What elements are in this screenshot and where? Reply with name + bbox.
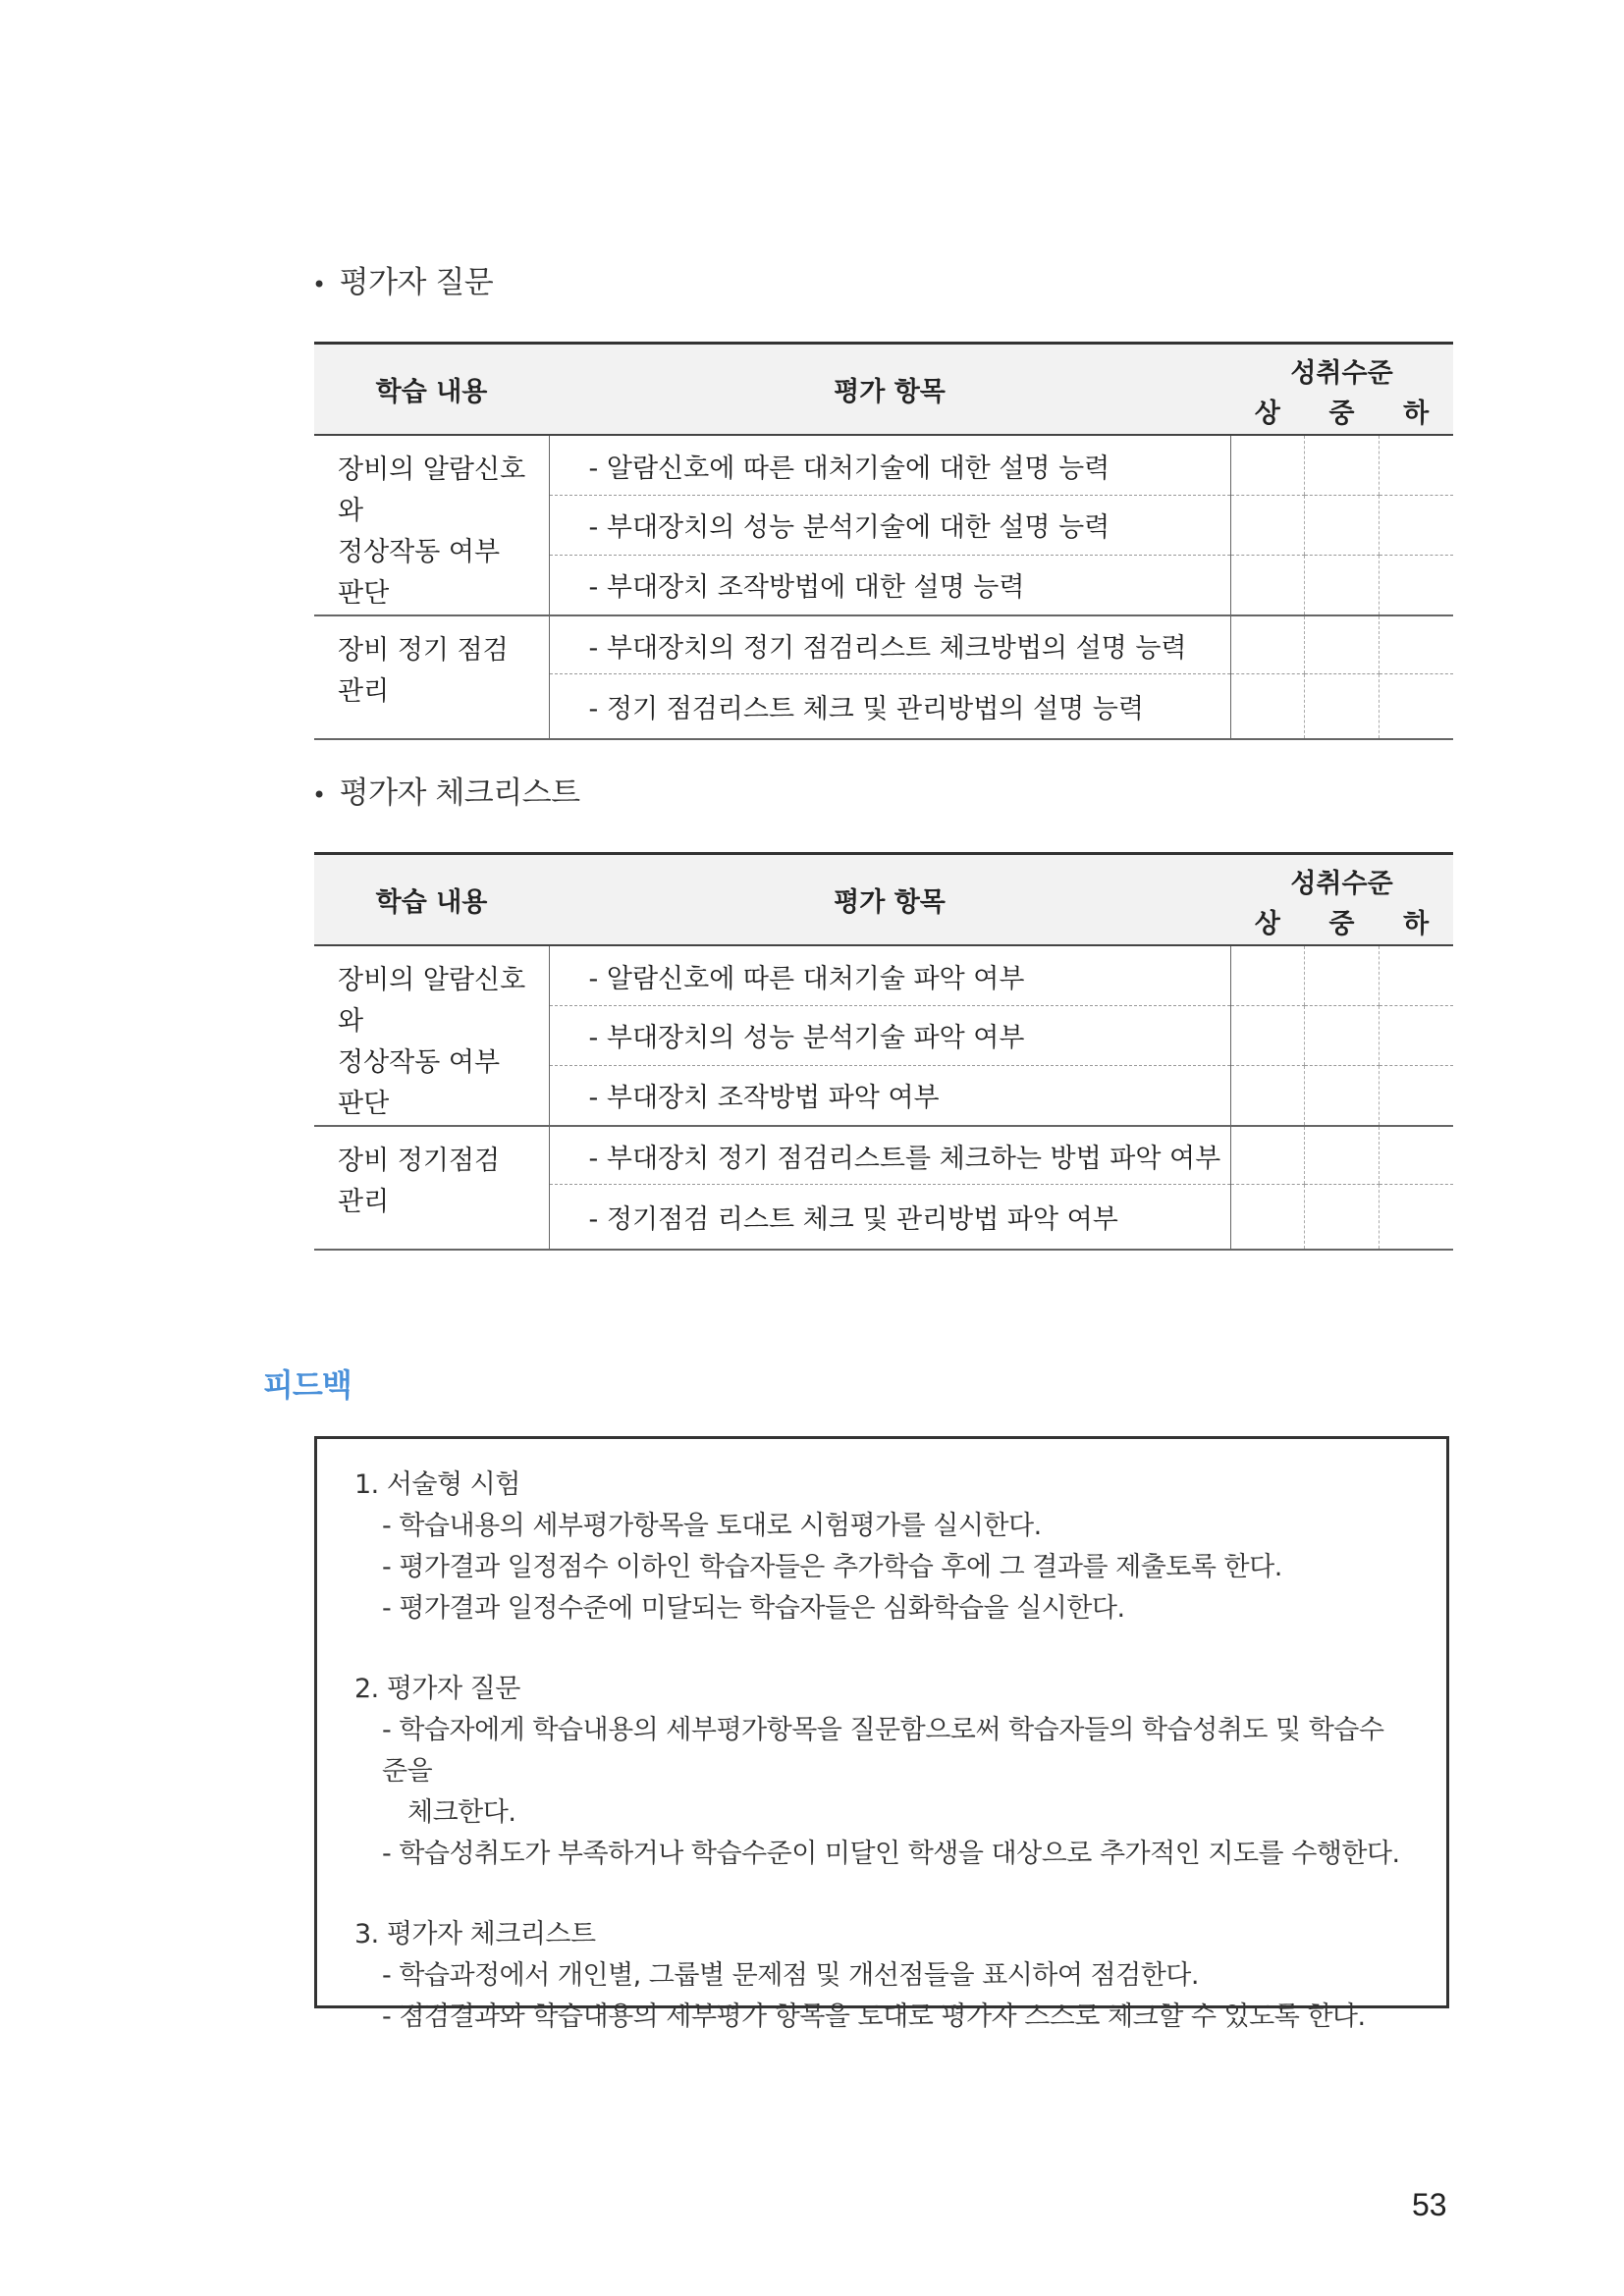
level-checkbox-mid[interactable] <box>1305 1006 1380 1066</box>
feedback-box <box>314 1436 1449 2032</box>
level-checkbox-high[interactable] <box>1230 1065 1305 1126</box>
header-level-high: 상 <box>1230 901 1305 945</box>
level-checkbox-high[interactable] <box>1230 674 1305 740</box>
level-checkbox-low[interactable] <box>1379 1185 1453 1251</box>
level-checkbox-mid[interactable] <box>1305 555 1380 615</box>
level-checkbox-high[interactable] <box>1230 1006 1305 1066</box>
feedback-list-item: - 학습자에게 학습내용의 세부평가항목을 질문함으로써 학습자들의 학습성취도 및 학습수준을 <box>382 1715 1384 1787</box>
learning-content-cell: 장비 정기 점검 관리 <box>314 615 549 739</box>
feedback-section <box>354 1669 1407 1875</box>
level-checkbox-mid[interactable] <box>1305 496 1380 556</box>
feedback-list-item: - 평가결과 일정수준에 미달되는 학습자들은 심화학습을 실시한다. <box>382 1593 1125 1624</box>
level-checkbox-mid[interactable] <box>1305 435 1380 496</box>
evaluation-item-cell: - 부대장치 정기 점검리스트를 체크하는 방법 파악 여부 <box>549 1126 1230 1185</box>
header-content: 학습 내용 <box>314 854 549 946</box>
evaluation-item-cell: - 부대장치 조작방법에 대한 설명 능력 <box>549 555 1230 615</box>
feedback-list-item: - 평가결과 일정점수 이하인 학습자들은 추가학습 후에 그 결과를 제출토록 한다. <box>382 1552 1282 1582</box>
level-checkbox-high[interactable] <box>1230 496 1305 556</box>
table-row <box>314 615 1453 674</box>
evaluation-item-cell: - 정기점검 리스트 체크 및 관리방법 파악 여부 <box>549 1185 1230 1251</box>
level-checkbox-high[interactable] <box>1230 435 1305 496</box>
feedback-section <box>354 1465 1407 1629</box>
feedback-list-item-continuation: 체크한다. <box>407 1797 516 1828</box>
header-row <box>314 854 1453 902</box>
header-level-high: 상 <box>1230 391 1305 435</box>
section-title-text: 평가자 체크리스트 <box>339 775 580 811</box>
level-checkbox-mid[interactable] <box>1305 674 1380 740</box>
header-item: 평가 항목 <box>549 344 1230 436</box>
evaluation-item-cell: - 부대장치의 성능 분석기술 파악 여부 <box>549 1006 1230 1066</box>
level-checkbox-low[interactable] <box>1379 674 1453 740</box>
feedback-list-item: - 학습내용의 세부평가항목을 토대로 시험평가를 실시한다. <box>382 1511 1042 1541</box>
level-checkbox-low[interactable] <box>1379 1065 1453 1126</box>
level-checkbox-high[interactable] <box>1230 615 1305 674</box>
level-checkbox-high[interactable] <box>1230 1185 1305 1251</box>
level-checkbox-mid[interactable] <box>1305 1065 1380 1126</box>
level-checkbox-low[interactable] <box>1379 435 1453 496</box>
feedback-section-heading: 2. 평가자 질문 <box>354 1674 520 1704</box>
header-level-low: 하 <box>1379 391 1453 435</box>
level-checkbox-low[interactable] <box>1379 555 1453 615</box>
evaluation-item-cell: - 정기 점검리스트 체크 및 관리방법의 설명 능력 <box>549 674 1230 740</box>
header-level-low: 하 <box>1379 901 1453 945</box>
header-level-mid: 중 <box>1305 901 1380 945</box>
level-checkbox-high[interactable] <box>1230 1126 1305 1185</box>
level-checkbox-high[interactable] <box>1230 945 1305 1006</box>
level-checkbox-mid[interactable] <box>1305 1126 1380 1185</box>
level-checkbox-low[interactable] <box>1379 1006 1453 1066</box>
header-level-mid: 중 <box>1305 391 1380 435</box>
level-checkbox-mid[interactable] <box>1305 615 1380 674</box>
evaluation-table-checklist <box>314 852 1453 1251</box>
level-checkbox-high[interactable] <box>1230 555 1305 615</box>
feedback-list-item: - 학습과정에서 개인별, 그룹별 문제점 및 개선점들을 표시하여 점검한다. <box>382 1960 1199 1991</box>
bullet-icon: • <box>312 781 326 809</box>
feedback-section-heading: 1. 서술형 시험 <box>354 1469 520 1500</box>
page-number: 53 <box>1412 2187 1447 2222</box>
level-checkbox-low[interactable] <box>1379 496 1453 556</box>
feedback-section-heading: 3. 평가자 체크리스트 <box>354 1919 596 1949</box>
table-row <box>314 1126 1453 1185</box>
evaluation-item-cell: - 알람신호에 따른 대처기술에 대한 설명 능력 <box>549 435 1230 496</box>
header-content: 학습 내용 <box>314 344 549 436</box>
feedback-heading: 피드백 <box>263 1366 352 1404</box>
section-title-text: 평가자 질문 <box>339 265 494 300</box>
section-title-evaluator-checklist <box>312 768 580 812</box>
evaluation-item-cell: - 알람신호에 따른 대처기술 파악 여부 <box>549 945 1230 1006</box>
bullet-icon: • <box>312 271 326 298</box>
evaluation-item-cell: - 부대장치 조작방법 파악 여부 <box>549 1065 1230 1126</box>
evaluation-item-cell: - 부대장치의 정기 점검리스트 체크방법의 설명 능력 <box>549 615 1230 674</box>
learning-content-cell: 장비의 알람신호와 정상작동 여부 판단 <box>314 945 549 1126</box>
evaluation-table-questions <box>314 342 1453 740</box>
learning-content-cell: 장비의 알람신호와 정상작동 여부 판단 <box>314 435 549 615</box>
header-row <box>314 344 1453 392</box>
feedback-list-item: - 점검결과와 학습내용의 세부평가 항목을 토대로 평가자 스스로 체크할 수 있도록 한다. <box>382 2002 1366 2032</box>
header-achievement: 성취수준 <box>1230 344 1453 392</box>
level-checkbox-low[interactable] <box>1379 1126 1453 1185</box>
section-title-evaluator-questions <box>312 257 493 301</box>
evaluation-item-cell: - 부대장치의 성능 분석기술에 대한 설명 능력 <box>549 496 1230 556</box>
feedback-list-item: - 학습성취도가 부족하거나 학습수준이 미달인 학생을 대상으로 추가적인 지도를 수행한다. <box>382 1839 1400 1869</box>
table-row <box>314 945 1453 1006</box>
header-achievement: 성취수준 <box>1230 854 1453 902</box>
header-item: 평가 항목 <box>549 854 1230 946</box>
level-checkbox-low[interactable] <box>1379 945 1453 1006</box>
level-checkbox-mid[interactable] <box>1305 945 1380 1006</box>
learning-content-cell: 장비 정기점검 관리 <box>314 1126 549 1250</box>
level-checkbox-mid[interactable] <box>1305 1185 1380 1251</box>
feedback-section <box>354 1914 1407 2038</box>
table-row <box>314 435 1453 496</box>
level-checkbox-low[interactable] <box>1379 615 1453 674</box>
